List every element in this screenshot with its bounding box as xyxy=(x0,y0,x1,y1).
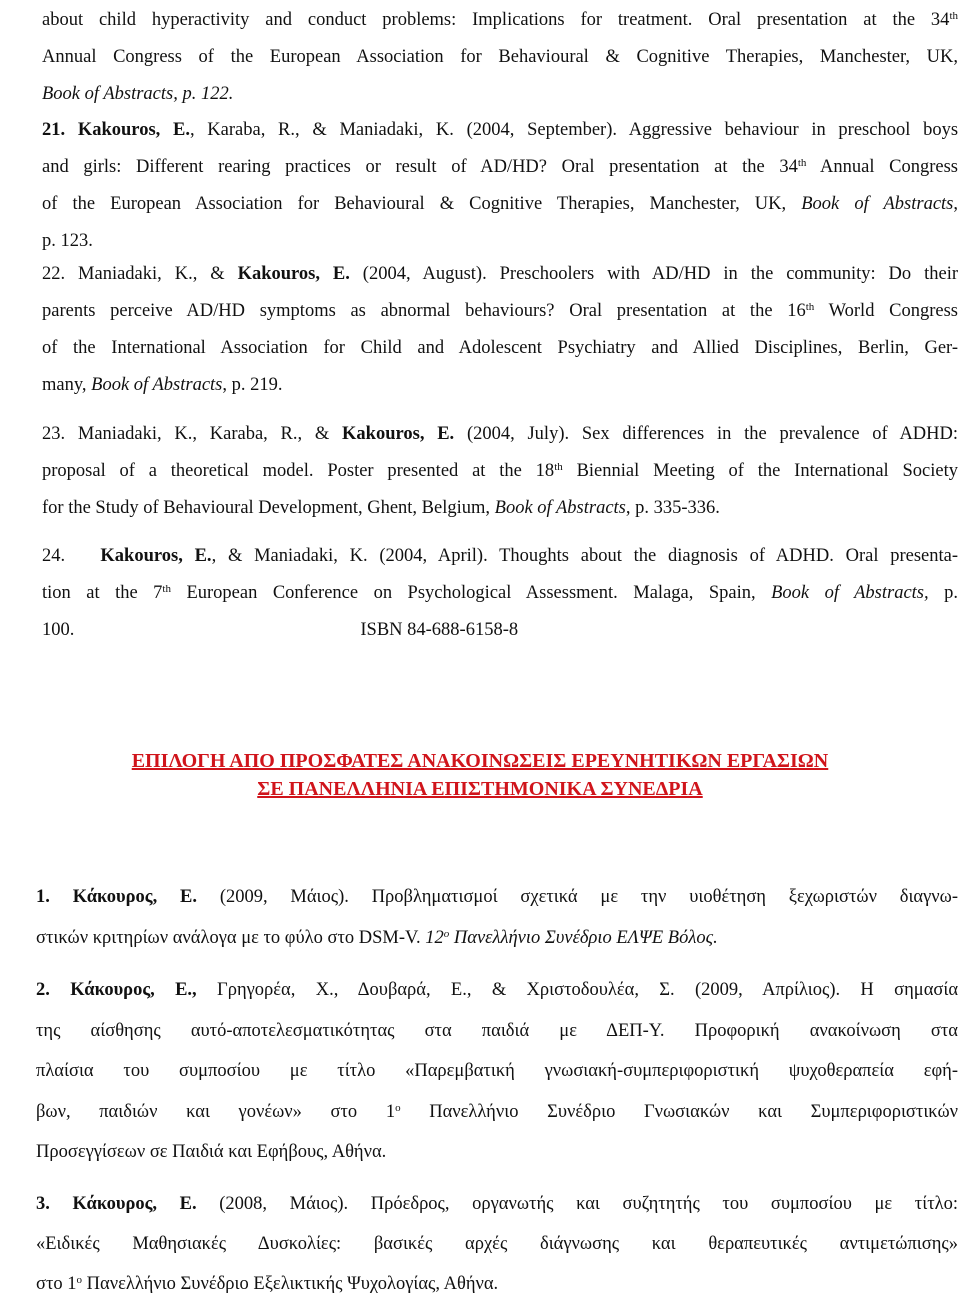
reference-entry-21: 21. Kakouros, E., Karaba, R., & Maniadaki, K. (2004, September). Aggressive behaviour in preschool boys and girls: Different rearing practices or result of AD/HD? Oral presentation at the 34th Annual Congress of the European Association for Behavioural & Cognitive Therapies, Manchester, UK, Book of Abstracts, p. 123. xyxy=(42,120,959,251)
author-highlight: Kakouros, E. xyxy=(77,120,190,140)
author-highlight: Κάκουρος, Ε. xyxy=(72,1194,197,1214)
author-highlight: Κάκουρος, Ε., xyxy=(70,980,197,1000)
isbn-text: ISBN 84-688-6158-8 xyxy=(360,620,519,640)
reference-entry-22: 22. Maniadaki, K., & Kakouros, E. (2004, August). Preschoolers with AD/HD in the community: Do their parents perceive AD/HD symptoms as abnormal behaviours? Oral presentation at the 16th World Congress of the International Association for Child and Adolescent Psychiatry and Allied Disciplines, Berlin, Ger- many, Book of Abstracts, p. 219. xyxy=(42,264,959,395)
entry-number: 1. xyxy=(36,887,50,907)
author-highlight: Kakouros, E. xyxy=(100,546,212,566)
entry-number: 24. xyxy=(42,546,66,566)
reference-entry-24: 24. Kakouros, E., & Maniadaki, K. (2004, April). Thoughts about the diagnosis of ADHD. Oral presenta- tion at the 7th European Conference on Psychological Assessment. Malaga, Spain, Book of Abstracts, p. 100. ISBN 84-688-6158-8 xyxy=(42,546,959,640)
author-highlight: Kakouros, E. xyxy=(342,424,455,444)
reference-entry-23: 23. Maniadaki, K., Karaba, R., & Kakouros, E. (2004, July). Sex differences in the prevalence of ADHD: proposal of a theoretical model. Poster presented at the 18th Biennial Meeting of the International Society for the Study of Behavioural Development, Ghent, Belgium, Book of Abstracts, p. 335-336. xyxy=(42,424,959,518)
entry-number: 22. xyxy=(42,264,66,284)
greek-entry-2: 2. Κάκουρος, Ε., Γρηγορέα, Χ., Δουβαρά, Ε., & Χριστοδουλέα, Σ. (2009, Απρίλιος). Η σημασία της αίσθησης αυτό-αποτελεσματικότητας στα παιδιά με ΔΕΠ-Υ. Προφορική ανακοίνωση στα πλαίσια του συμποσίου με τίτλο «Παρεμβατική γνωσιακή-συμπεριφοριστική ψυχοθεραπεία εφή- βων, παιδιών και γονέων» στο $1^o$ Πανελλήνιο Συνέδριο Γνωσιακών και Συμπεριφοριστικών Προσεγγίσεων σε Παιδιά και Εφήβους, Αθήνα. xyxy=(36,980,959,1162)
author-highlight: Κάκουρος, Ε. xyxy=(72,887,197,907)
reference-text: Book of Abstracts, p. 122. xyxy=(42,84,234,104)
reference-text: Annual Congress of the European Association for Behavioural & Cognitive Therapies, Manchester, UK, xyxy=(42,47,958,67)
entry-number: 23. xyxy=(42,424,66,444)
entry-number: 3. xyxy=(36,1194,50,1214)
greek-entry-1: 1. Κάκουρος, Ε. (2009, Μάιος). Προβληματισμοί σχετικά με την υιοθέτηση ξεχωριστών διαγνω- στικών κριτηρίων ανάλογα με το φύλο στο DSM-V. $12^o$ Πανελλήνιο Συνέδριο ΕΛΨΕ Βόλος. xyxy=(36,887,959,948)
reference-continuation: about child hyperactivity and conduct problems: Implications for treatment. Oral presentation at the 34th Annual Congress of the European Association for Behavioural & Cognitive Therapies, Manchester, UK, Book of Abstracts, p. 122. xyxy=(42,10,958,104)
author-highlight: Kakouros, E. xyxy=(237,264,350,284)
entry-number: 21. xyxy=(42,120,66,140)
entry-number: 2. xyxy=(36,980,50,1000)
section-heading xyxy=(0,747,960,803)
section-heading-line-1: ΕΠΙΛΟΓΗ ΑΠΟ ΠΡΟΣΦΑΤΕΣ ΑΝΑΚΟΙΝΩΣΕΙΣ ΕΡΕΥΝΗΤΙΚΩΝ ΕΡΓΑΣΙΩΝ xyxy=(131,750,829,772)
greek-entry-3: 3. Κάκουρος, Ε. (2008, Μάιος). Πρόεδρος, οργανωτής και συζητητής του συμποσίου με τίτλο: «Ειδικές Μαθησιακές Δυσκολίες: βασικές αρχές διάγνωσης και θεραπευτικές αντιμετώπισης» στο $1^o$ Πανελλήνιο Συνέδριο Εξελικτικής Ψυχολογίας, Αθήνα. xyxy=(36,1194,959,1294)
section-heading-line-2: ΣΕ ΠΑΝΕΛΛΗΝΙΑ ΕΠΙΣΤΗΜΟΝΙΚΑ ΣΥΝΕΔΡΙΑ xyxy=(257,778,703,800)
reference-text: about child hyperactivity and conduct problems: Implications for treatment. Oral presentation at the 34 xyxy=(42,10,950,30)
